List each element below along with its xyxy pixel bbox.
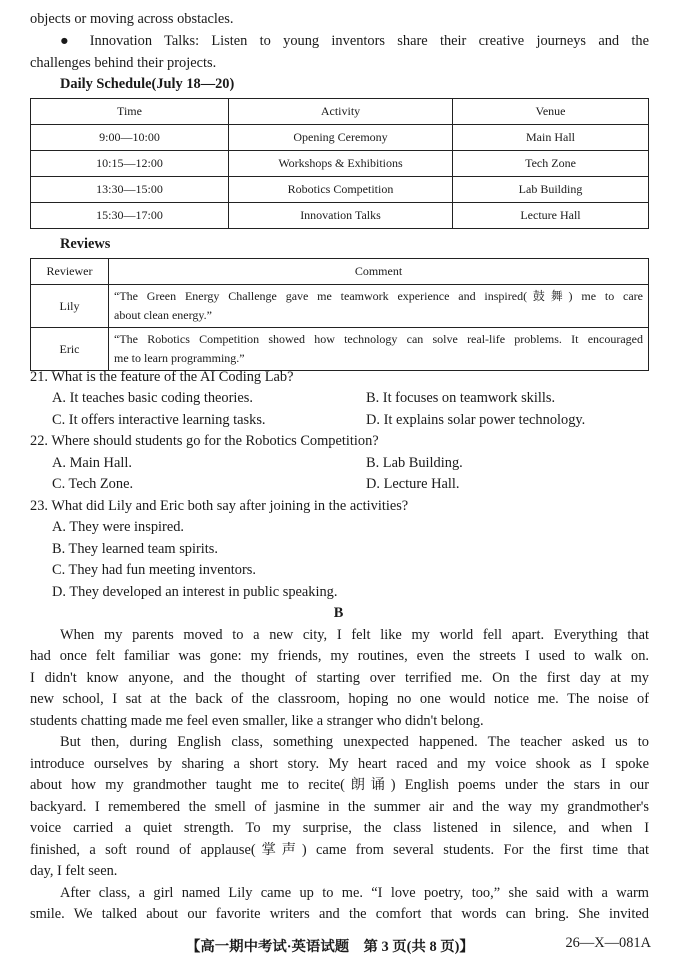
table-cell: Lecture Hall — [453, 203, 649, 229]
table-row — [31, 151, 649, 177]
table-cell: Opening Ceremony — [229, 125, 453, 151]
passage-line: introduce ourselves by sharing a short story. My heart raced and my voice shook as I spoke — [30, 756, 649, 772]
footer-code: 26—X—081A — [565, 935, 651, 951]
intro-line: ● Innovation Talks: Listen to young inventors share their creative journeys and the — [60, 33, 649, 49]
table-cell: 10:15—12:00 — [31, 151, 229, 177]
comment-line: “The Robotics Competition showed how technology can solve real-life problems. It encouraged — [114, 332, 643, 346]
table-row — [31, 125, 649, 151]
table-row — [31, 328, 649, 371]
passage-line: backyard. I remembered the smell of jasmine in the summer air and the way my grandmother's — [30, 799, 649, 815]
passage-line: new school, I sat at the back of the classroom, hoping no one would notice me. The noise of — [30, 691, 649, 707]
question-option: B. They learned team spirits. — [52, 541, 218, 557]
table-header-cell: Activity — [229, 99, 453, 125]
question-stem: 21. What is the feature of the AI Coding Lab? — [30, 369, 294, 385]
intro-line: challenges behind their projects. — [30, 55, 217, 71]
question-option: C. It offers interactive learning tasks. — [52, 412, 266, 428]
passage-line: about how my grandmother taught me to recite(朗诵) English poems under the stars in our — [30, 777, 649, 793]
reviews-title: Reviews — [60, 236, 111, 252]
passage-line: voice carried a quiet strength. To my surprise, the class listened in silence, and when I — [30, 820, 649, 836]
passage-line: smile. We talked about our favorite writers and the comfort that words can bring. She invited — [30, 906, 649, 922]
comment-line: about clean energy.” — [114, 308, 212, 322]
passage-line: I didn't know anyone, and the thought of starting over terrified me. On the first day at my — [30, 670, 649, 686]
table-cell: Tech Zone — [453, 151, 649, 177]
passage-line: But then, during English class, something unexpected happened. The teacher asked us to — [60, 734, 649, 750]
schedule-table — [30, 98, 649, 229]
passage-line: day, I felt seen. — [30, 863, 118, 879]
table-row — [31, 285, 649, 328]
passage-line: finished, a soft round of applause(掌声) came from several students. For the first time that — [30, 842, 649, 858]
table-cell: Lab Building — [453, 177, 649, 203]
table-header-cell: Time — [31, 99, 229, 125]
table-row — [31, 203, 649, 229]
section-heading: B — [333, 605, 344, 621]
question-option: C. Tech Zone. — [52, 476, 134, 492]
review-comment — [109, 328, 649, 371]
comment-line: “The Green Energy Challenge gave me teamwork experience and inspired(鼓舞) me to care — [114, 289, 643, 303]
question-option: D. It explains solar power technology. — [366, 412, 586, 428]
table-row — [31, 177, 649, 203]
review-comment — [109, 285, 649, 328]
table-cell: Innovation Talks — [229, 203, 453, 229]
reviewer-name: Eric — [31, 328, 109, 371]
table-cell: 9:00—10:00 — [31, 125, 229, 151]
table-cell: Workshops & Exhibitions — [229, 151, 453, 177]
question-option: A. It teaches basic coding theories. — [52, 390, 253, 406]
table-cell: Main Hall — [453, 125, 649, 151]
question-stem: 23. What did Lily and Eric both say after joining in the activities? — [30, 498, 409, 514]
table-header-row — [31, 259, 649, 285]
table-header-cell: Reviewer — [31, 259, 109, 285]
table-header-row — [31, 99, 649, 125]
footer-title: 【高一期中考试·英语试题 第 3 页(共 8 页)】 — [186, 939, 474, 955]
table-cell: 13:30—15:00 — [31, 177, 229, 203]
reviews-table — [30, 258, 649, 371]
passage-line: After class, a girl named Lily came up to me. “I love poetry, too,” she said with a warm — [60, 885, 649, 901]
question-option: C. They had fun meeting inventors. — [52, 562, 256, 578]
question-option: D. They developed an interest in public speaking. — [52, 584, 338, 600]
table-cell: 15:30—17:00 — [31, 203, 229, 229]
question-option: D. Lecture Hall. — [366, 476, 460, 492]
passage-line: When my parents moved to a new city, I felt like my world fell apart. Everything that — [60, 627, 649, 643]
table-header-cell: Comment — [109, 259, 649, 285]
passage-line: had once felt familiar was gone: my friends, my routines, even the streets I used to walk on. — [30, 648, 649, 664]
table-header-cell: Venue — [453, 99, 649, 125]
question-option: A. They were inspired. — [52, 519, 185, 535]
intro-line: objects or moving across obstacles. — [30, 11, 234, 27]
comment-line: me to learn programming.” — [114, 351, 245, 365]
passage-line: students chatting made me feel even smaller, like a stranger who didn't belong. — [30, 713, 484, 729]
question-option: B. Lab Building. — [366, 455, 463, 471]
question-stem: 22. Where should students go for the Robotics Competition? — [30, 433, 379, 449]
question-option: B. It focuses on teamwork skills. — [366, 390, 556, 406]
question-option: A. Main Hall. — [52, 455, 132, 471]
schedule-title: Daily Schedule(July 18—20) — [60, 76, 235, 92]
reviewer-name: Lily — [31, 285, 109, 328]
table-cell: Robotics Competition — [229, 177, 453, 203]
